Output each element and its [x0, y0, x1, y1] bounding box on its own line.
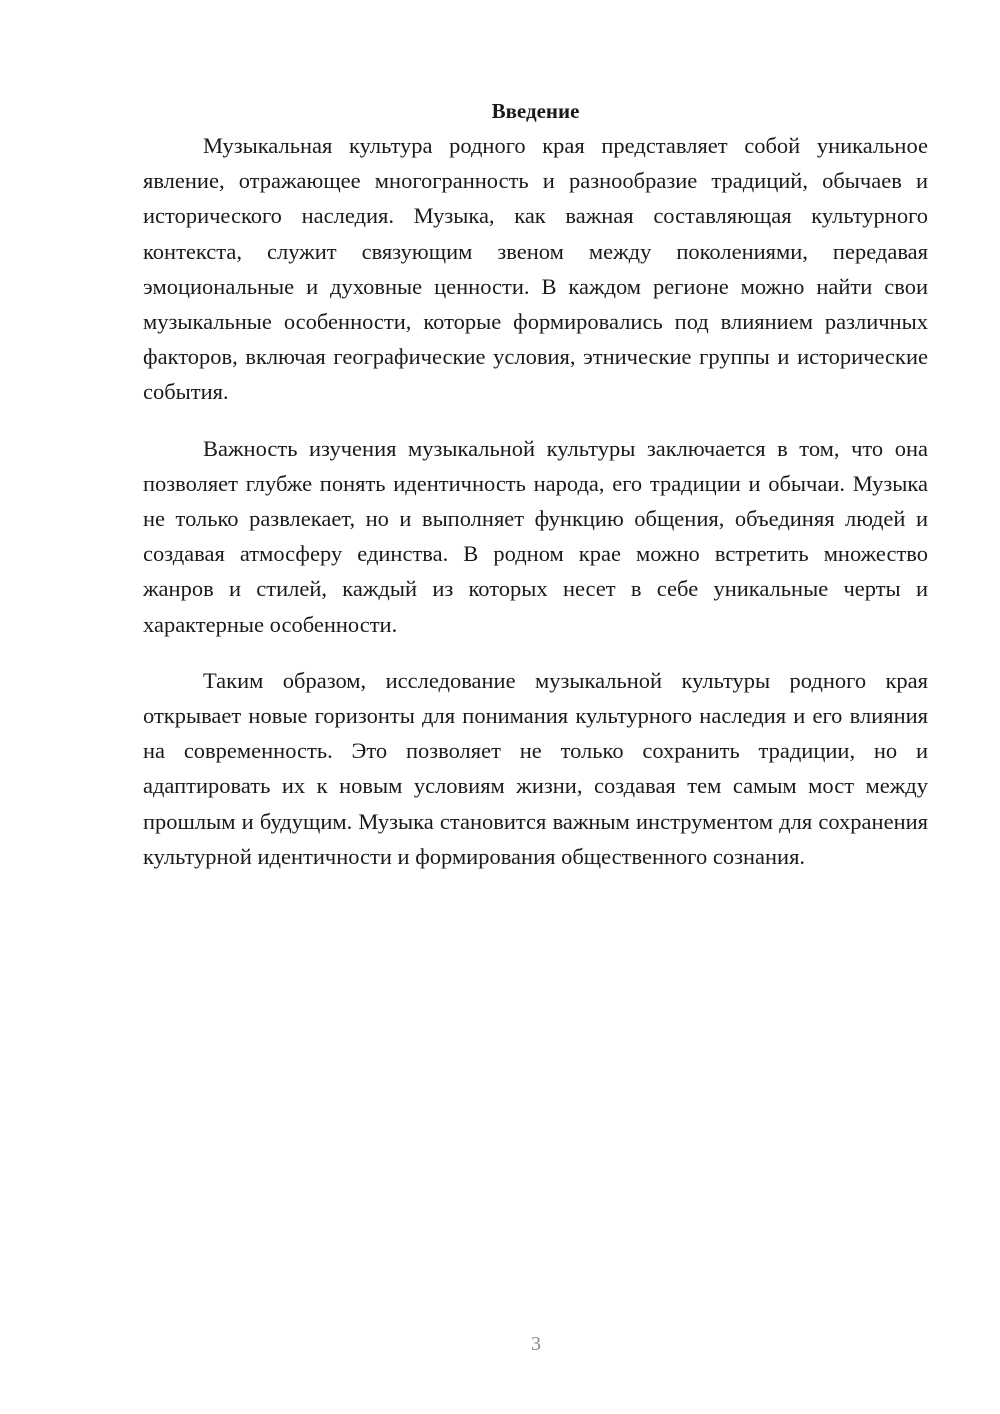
paragraph-1: Музыкальная культура родного края представляет собой уникальное явление, отражающее многогранность и разнообразие традиций, обычаев и исторического наследия. Музыка, как важная составляющая культурного контекста, служит связующим звеном между поколениями, передавая эмоциональные и духовные ценности. В каждом регионе можно найти свои музыкальные особенности, которые формировались под влиянием различных факторов, включая географические условия, этнические группы и исторические события.: [143, 133, 928, 405]
paragraph-2: Важность изучения музыкальной культуры заключается в том, что она позволяет глубже понять идентичность народа, его традиции и обычаи. Музыка не только развлекает, но и выполняет функцию общения, объединяя людей и создавая атмосферу единства. В родном крае можно встретить множество жанров и стилей, каждый из которых несет в себе уникальные черты и характерные особенности.: [143, 435, 928, 637]
paragraph-3: Таким образом, исследование музыкальной культуры родного края открывает новые горизонты для понимания культурного наследия и его влияния на современность. Это позволяет не только сохранить традиции, но и адаптировать их к новым условиям жизни, создавая тем самым мост между прошлым и будущим. Музыка становится важным инструментом для сохранения культурной идентичности и формирования общественного сознания.: [143, 667, 928, 869]
page-content: [143, 94, 928, 874]
section-title: Введение: [491, 99, 580, 123]
page-number: 3: [531, 1333, 541, 1355]
